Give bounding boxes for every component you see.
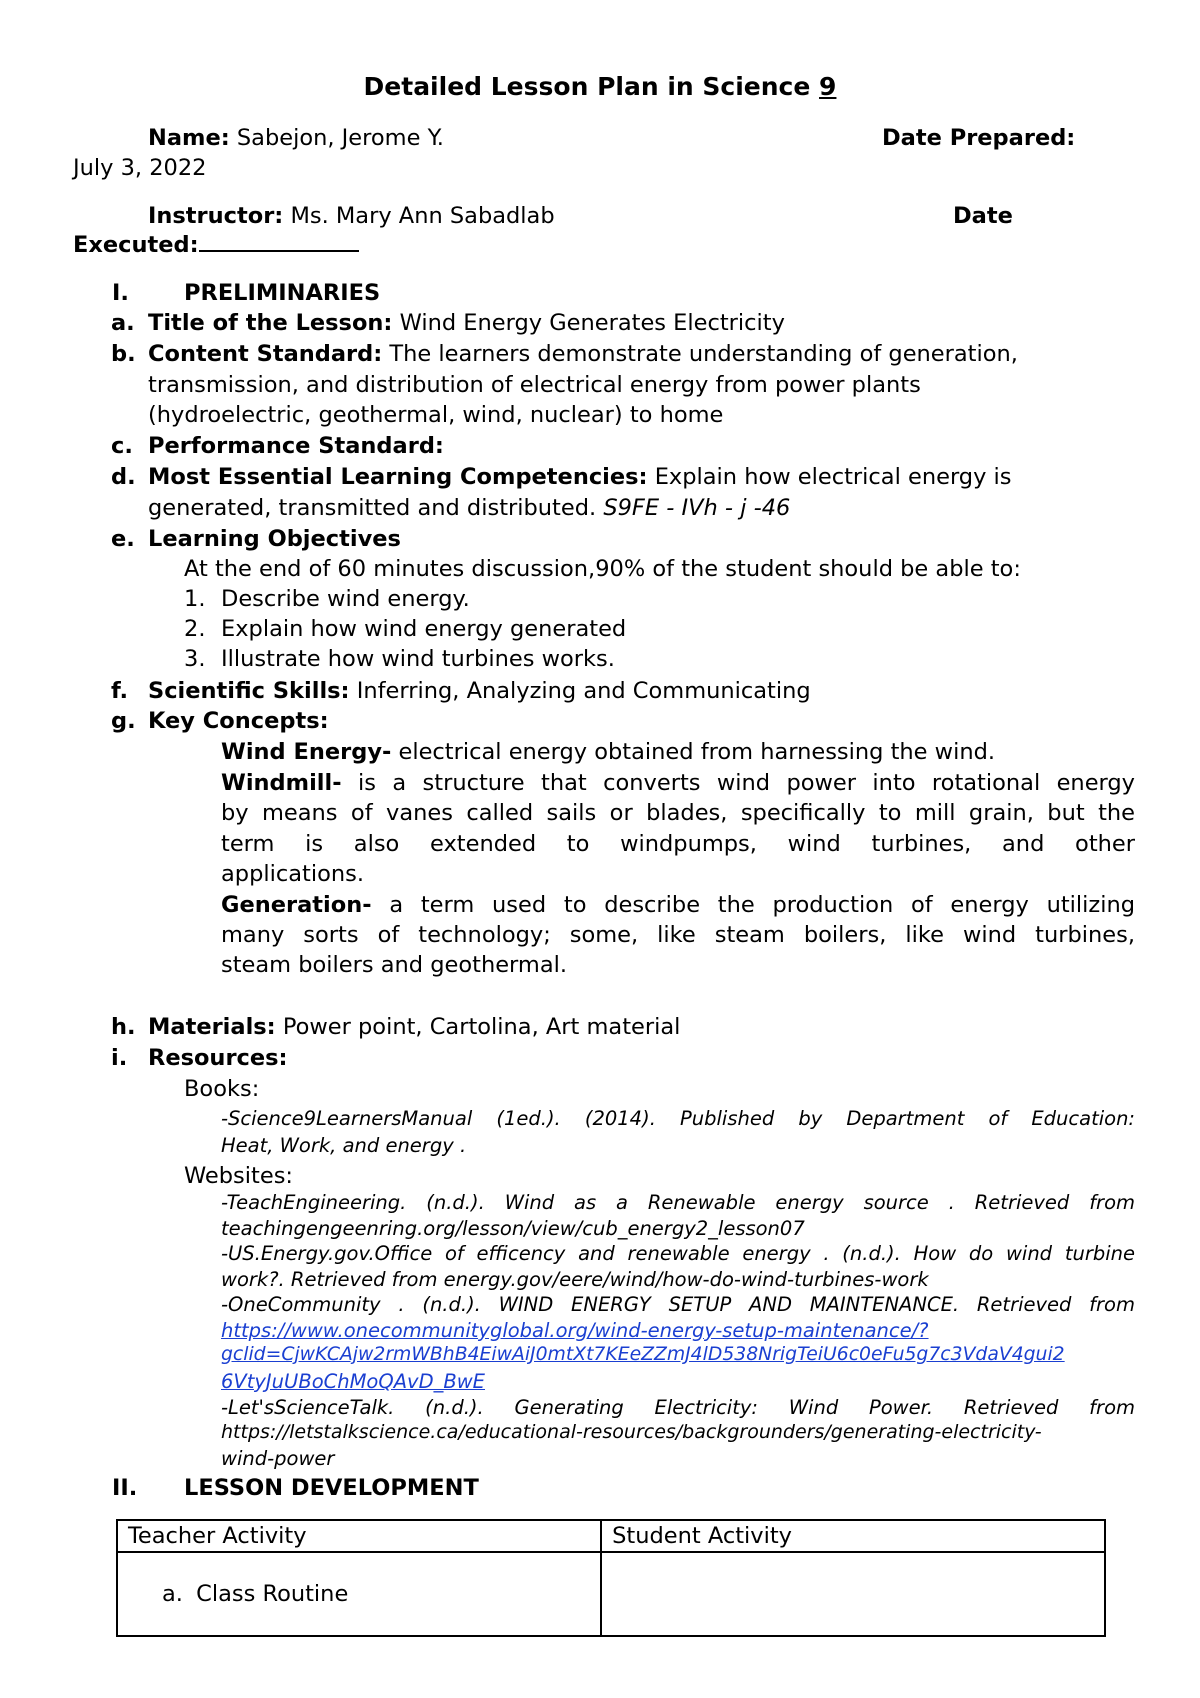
class-routine-marker: a.: [162, 1581, 183, 1607]
concept-windmill-line-3: term is also extended to windpumps, wind turbines, and other: [221, 831, 1135, 857]
website-4-line-3: wind-power: [221, 1447, 335, 1470]
item-f-marker: f.: [111, 678, 129, 704]
competency-code: S9FE - IVh - j -46: [603, 495, 791, 521]
objective-3-num: 3.: [184, 646, 206, 672]
item-d-line-2: generated, transmitted and distributed. S9FE - IVh - j -46: [148, 495, 791, 521]
item-a-label: Title of the Lesson:: [148, 310, 393, 336]
section-2-heading: LESSON DEVELOPMENT: [184, 1475, 479, 1501]
item-d-label: Most Essential Learning Competencies:: [148, 464, 648, 490]
class-routine-item: [128, 1553, 590, 1607]
lesson-development-table: [116, 1519, 1106, 1637]
item-d-marker: d.: [111, 464, 136, 490]
book-1-line-2: Heat, Work, and energy .: [221, 1134, 467, 1157]
item-h-value: Power point, Cartolina, Art material: [282, 1014, 681, 1040]
concept-windmill-line-1: Windmill- is a structure that converts wind power into rotational energy: [221, 770, 1135, 796]
websites-label: Websites:: [184, 1163, 293, 1189]
objective-1-num: 1.: [184, 586, 206, 612]
teacher-activity-header: Teacher Activity: [117, 1520, 601, 1552]
name-label: Name:: [148, 125, 230, 151]
objective-1: Describe wind energy.: [221, 586, 470, 612]
section-2-numeral: II.: [112, 1475, 138, 1501]
concept-generation-line-2: many sorts of technology; some, like steam boilers, like wind turbines,: [221, 922, 1135, 948]
date-executed-label: Date: [953, 203, 1013, 229]
item-h-label: Materials:: [148, 1014, 276, 1040]
concept-windmill-line-2: by means of vanes called sails or blades, specifically to mill grain, but the: [221, 800, 1135, 826]
name-value: Sabejon, Jerome Y.: [236, 125, 444, 151]
website-4-line-1: -Let'sScienceTalk. (n.d.). Generating Electricity: Wind Power. Retrieved from: [221, 1396, 1135, 1419]
item-a-value: Wind Energy Generates Electricity: [399, 310, 785, 336]
item-a-marker: a.: [111, 310, 135, 336]
grade-number: 9: [819, 72, 837, 101]
name-line: [148, 125, 444, 151]
objectives-intro: At the end of 60 minutes discussion,90% of the student should be able to:: [184, 556, 1021, 582]
instructor-value: Ms. Mary Ann Sabadlab: [290, 203, 555, 229]
concept-generation-line-1: Generation- a term used to describe the production of energy utilizing: [221, 892, 1136, 918]
website-3-line-1: -OneCommunity . (n.d.). WIND ENERGY SETUP AND MAINTENANCE. Retrieved from: [221, 1293, 1135, 1316]
concept-wind-energy-term: Wind Energy-: [221, 739, 392, 765]
item-h-marker: h.: [111, 1014, 136, 1040]
item-f: [148, 678, 811, 704]
website-2-line-2: work?. Retrieved from energy.gov/eere/wind/how-do-wind-turbines-work: [221, 1268, 929, 1291]
date-prepared-value: July 3, 2022: [73, 155, 207, 181]
item-f-label: Scientific Skills:: [148, 678, 350, 704]
item-i-marker: i.: [111, 1045, 128, 1071]
item-b-label: Content Standard:: [148, 341, 383, 367]
teacher-activity-cell: [117, 1552, 601, 1636]
website-2-line-1: -US.Energy.gov.Office of efficency and renewable energy . (n.d.). How do wind turbine: [221, 1242, 1135, 1265]
concept-generation-line-3: steam boilers and geothermal.: [221, 952, 568, 978]
item-h: [148, 1014, 680, 1040]
table-row: [117, 1552, 1105, 1636]
website-1-line-1: -TeachEngineering. (n.d.). Wind as a Renewable energy source . Retrieved from: [221, 1191, 1135, 1214]
item-g-marker: g.: [111, 708, 136, 734]
website-3-link-line-1[interactable]: https://www.onecommunityglobal.org/wind-energy-setup-maintenance/?: [221, 1319, 929, 1342]
item-a: [148, 310, 785, 336]
section-1-heading: PRELIMINARIES: [184, 280, 381, 306]
date-prepared-label: Date Prepared:: [882, 125, 1076, 151]
item-c-marker: c.: [111, 433, 133, 459]
item-e-label: Learning Objectives: [148, 526, 401, 552]
student-activity-cell: [601, 1552, 1105, 1636]
item-b-marker: b.: [111, 341, 136, 367]
concept-windmill-line-4: applications.: [221, 861, 364, 887]
item-e-marker: e.: [111, 526, 135, 552]
class-routine-text: Class Routine: [196, 1581, 349, 1607]
objective-2-num: 2.: [184, 616, 206, 642]
website-4-line-2: https://letstalkscience.ca/educational-resources/backgrounders/generating-electricity-: [221, 1421, 1042, 1443]
item-d-line-1: Most Essential Learning Competencies: Explain how electrical energy is: [148, 464, 1012, 490]
objective-2: Explain how wind energy generated: [221, 616, 627, 642]
table-header-row: [117, 1520, 1105, 1552]
date-executed-label-cont: Executed:: [73, 232, 359, 258]
book-1-line-1: -Science9LearnersManual (1ed.). (2014). Published by Department of Education:: [221, 1107, 1135, 1130]
student-activity-header: Student Activity: [601, 1520, 1105, 1552]
item-g-label: Key Concepts:: [148, 708, 329, 734]
page-title: Detailed Lesson Plan in Science 9: [363, 72, 837, 101]
date-executed-blank: [199, 232, 359, 252]
item-i-label: Resources:: [148, 1045, 288, 1071]
website-3-link-line-3[interactable]: 6VtyJuUBoChMoQAvD_BwE: [221, 1370, 485, 1393]
website-3-link-line-2[interactable]: gclid=CjwKCAjw2rmWBhB4EiwAiJ0mtXt7KEeZZmJ4lD538NrigTeiU6c0eFu5g7c3VdaV4gui2: [221, 1344, 1065, 1365]
section-1-numeral: I.: [112, 280, 129, 306]
instructor-line: [148, 203, 555, 229]
objective-3: Illustrate how wind turbines works.: [221, 646, 615, 672]
books-label: Books:: [184, 1076, 260, 1102]
instructor-label: Instructor:: [148, 203, 284, 229]
item-f-value: Inferring, Analyzing and Communicating: [356, 678, 811, 704]
website-1-line-2: teachingengeenring.org/lesson/view/cub_energy2_lesson07: [221, 1217, 805, 1240]
item-b-line-1: Content Standard: The learners demonstrate understanding of generation,: [148, 341, 1018, 367]
item-b-line-2: transmission, and distribution of electrical energy from power plants: [148, 372, 921, 398]
item-c-label: Performance Standard:: [148, 433, 444, 459]
concept-windmill-term: Windmill-: [221, 770, 342, 796]
concept-generation-term: Generation-: [221, 892, 372, 918]
item-b-line-3: (hydroelectric, geothermal, wind, nuclear) to home: [148, 402, 724, 428]
concept-wind-energy: Wind Energy- electrical energy obtained from harnessing the wind.: [221, 739, 996, 765]
